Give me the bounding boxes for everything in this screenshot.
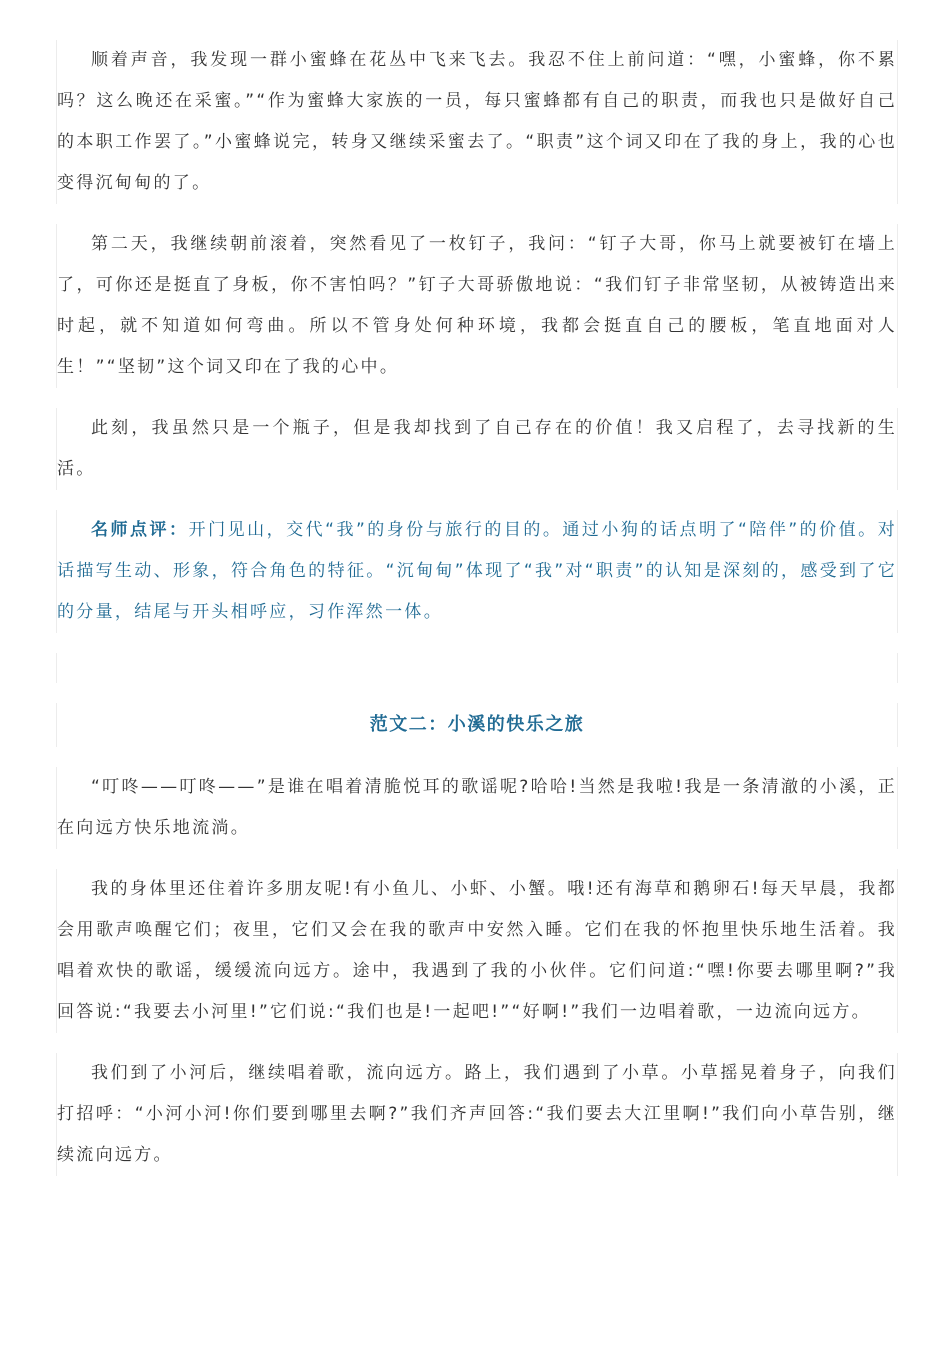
review-block: [56, 510, 898, 633]
paragraph-bee: 顺着声音，我发现一群小蜜蜂在花丛中飞来飞去。我忍不住上前问道：“嘿，小蜜蜂，你不累吗？这么晚还在采蜜。”“作为蜜蜂大家族的一员，每只蜜蜂都有自己的职责，而我也只是做好自己的本职工作罢了。”小蜜蜂说完，转身又继续采蜜去了。“职责”这个词又印在了我的身上，我的心也变得沉甸甸的了。: [57, 50, 897, 193]
paragraph-stream-river: 我们到了小河后，继续唱着歌，流向远方。路上，我们遇到了小草。小草摇晃着身子，向我们打招呼：“小河小河!你们要到哪里去啊?”我们齐声回答:“我们要去大江里啊!”我们向小草告别，继续流向远方。: [57, 1063, 897, 1165]
paragraph-nail: 第二天，我继续朝前滚着，突然看见了一枚钉子，我问：“钉子大哥，你马上就要被钉在墙上了，可你还是挺直了身板，你不害怕吗？”钉子大哥骄傲地说：“我们钉子非常坚韧，从被铸造出来时起，就不知道如何弯曲。所以不管身处何种环境，我都会挺直自己的腰板，笔直地面对人生！”“坚韧”这个词又印在了我的心中。: [57, 234, 897, 377]
paragraph-stream-friends: 我的身体里还住着许多朋友呢!有小鱼儿、小虾、小蟹。哦!还有海草和鹅卵石!每天早晨，我都会用歌声唤醒它们；夜里，它们又会在我的歌声中安然入睡。它们在我的怀抱里快乐地生活着。我唱着欢快的歌谣，缓缓流向远方。途中，我遇到了我的小伙伴。它们问道:“嘿!你要去哪里啊?”我回答说:“我要去小河里!”它们说:“我们也是!一起吧!”“好啊!”我们一边唱着歌，一边流向远方。: [57, 879, 897, 1022]
review-label: 名师点评：: [91, 520, 189, 540]
paragraph-block: [56, 224, 898, 388]
essay-title: 范文二：小溪的快乐之旅: [369, 714, 585, 735]
paragraph-stream-intro: “叮咚——叮咚——”是谁在唱着清脆悦耳的歌谣呢?哈哈!当然是我啦!我是一条清澈的小溪，正在向远方快乐地流淌。: [57, 777, 897, 838]
paragraph-block: [56, 408, 898, 490]
spacer-block: [56, 653, 898, 683]
paragraph-bottle: 此刻，我虽然只是一个瓶子，但是我却找到了自己存在的价值！我又启程了，去寻找新的生活。: [57, 418, 897, 479]
heading-block: [56, 703, 898, 747]
paragraph-block: [56, 767, 898, 849]
document-page: [56, 40, 898, 1196]
paragraph-block: [56, 869, 898, 1033]
review-text: 开门见山，交代“我”的身份与旅行的目的。通过小狗的话点明了“陪伴”的价值。对话描写生动、形象，符合角色的特征。“沉甸甸”体现了“我”对“职责”的认知是深刻的，感受到了它的分量，结尾与开头相呼应，习作浑然一体。: [57, 520, 897, 622]
paragraph-block: [56, 1053, 898, 1176]
teacher-review: [57, 510, 897, 633]
paragraph-block: [56, 40, 898, 204]
